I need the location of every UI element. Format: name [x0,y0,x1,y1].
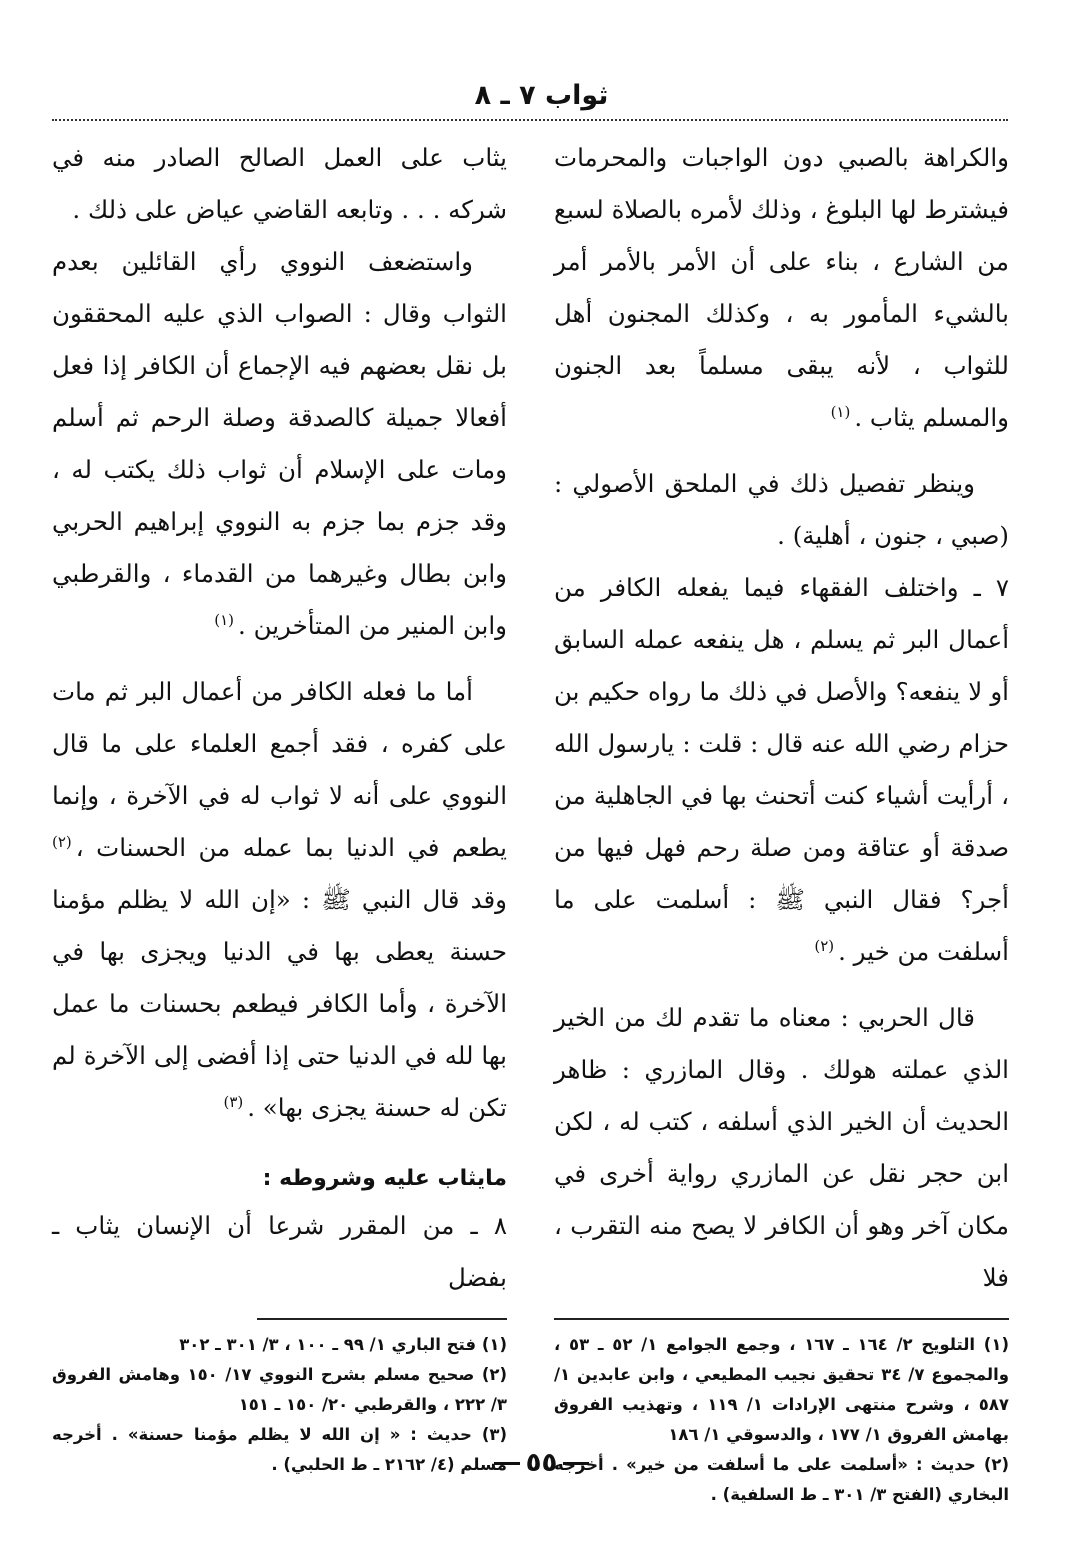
left-paragraph-2-text: واستضعف النووي رأي القائلين بعدم الثواب وقال : الصواب الذي عليه المحققون بل نقل بعضهم فيه الإجماع أن الكافر إذا فعل أفعالا جميلة كالصدقة وصلة الرحم ثم أسلم ومات على الإسلام أن ثواب ذلك يكتب له ، وقد جزم بما جزم به النووي إبراهيم الحربي وابن بطال وغيرهما من القدماء ، والقرطبي وابن المنير من المتأخرين . [52,247,507,640]
page-number-dash-left [494,1462,520,1465]
footnote-ref-1: (١) [214,610,234,629]
left-paragraph-1: يثاب على العمل الصالح الصادر منه في شركه . . . وتابعه القاضي عياض على ذلك . [52,143,507,224]
footnote-ref-2: (٢) [814,936,835,955]
right-column [554,132,1009,1510]
right-footnote-1: (١) التلويح ٢/ ١٦٤ ـ ١٦٧ ، وجمع الجوامع ١/ ٥٢ ـ ٥٣ ، والمجموع ٧/ ٣٤ تحقيق نجيب المطيعي ، وابن عابدين ١/ ٥٨٧ ، وشرح منتهى الإرادات ١/ ١١٩ ، وتهذيب الفروق بهامش الفروق ١/ ١٧٧ ، والدسوقي ١/ ١٨٦ [554,1335,1009,1444]
right-paragraph-3-text: ٧ ـ واختلف الفقهاء فيما يفعله الكافر من أعمال البر ثم يسلم ، هل ينفعه عمله السابق أو لا ينفعه؟ والأصل في ذلك ما رواه حكيم بن حزام رضي الله عنه قال : قلت : يارسول الله ، أرأيت أشياء كنت أتحنث بها في الجاهلية من صدقة أو عتاقة ومن صلة رحم فهل فيها من أجر؟ فقال النبي ﷺ : أسلمت على ما أسلفت من خير . [554,573,1009,966]
left-footnote-1: (١) فتح الباري ١/ ٩٩ ـ ١٠٠ ، ٣/ ٣٠١ ـ ٣٠٢ [179,1335,507,1354]
footnote-separator [554,1318,1009,1320]
left-paragraph-3b-text: وقد قال النبي ﷺ : «إن الله لا يظلم مؤمنا حسنة يعطى بها في الدنيا ويجزى بها في الآخرة ، وأما الكافر فيطعم بحسنات ما عمل بها لله في الدنيا حتى إذا أفضى إلى الآخرة لم تكن له حسنة يجزى بها» . [52,885,507,1122]
left-paragraph-3 [52,666,507,1134]
left-paragraph-3a-text: أما ما فعله الكافر من أعمال البر ثم مات على كفره ، فقد أجمع العلماء على ما قال النووي على أنه لا ثواب له في الآخرة ، وإنما يطعم في الدنيا بما عمله من الحسنات ، [52,677,507,862]
right-paragraph-3 [554,562,1009,978]
footnote-ref-2: (٢) [52,832,72,851]
right-paragraph-4: قال الحربي : معناه ما تقدم لك من الخير الذي عملته هولك . وقال المازري : ظاهر الحديث أن الخير الذي أسلفه ، كتب له ، لكن ابن حجر نقل عن المازري رواية أخرى في مكان آخر وهو أن الكافر لا يصح منه التقرب ، فلا [554,1003,1009,1292]
left-column [52,132,507,1480]
right-footnote-2: (٢) حديث : «أسلمت على ما أسلفت من خير» . أخرجه البخاري (الفتح ٣/ ٣٠١ ـ ط السلفية) . [554,1455,1009,1504]
page-number-dash-right [563,1462,589,1465]
left-footnote-3: (٣) حديث : « إن الله لا يظلم مؤمنا حسنة» . أخرجه مسلم (٤/ ٢١٦٢ ـ ط الحلبي) . [52,1425,507,1474]
right-paragraph-1 [554,132,1009,444]
right-paragraph-1-text: والكراهة بالصبي دون الواجبات والمحرمات فيشترط لها البلوغ ، وذلك لأمره بالصلاة لسبع من الشارع ، بناء على أن الأمر بالأمر أمر بالشيء المأمور به ، وكذلك المجنون أهل للثواب ، لأنه يبقى مسلماً بعد الجنون والمسلم يثاب . [554,143,1009,432]
left-footnote-2: (٢) صحيح مسلم بشرح النووي ١٧/ ١٥٠ وهامش الفروق ٣/ ٢٢٢ ، والقرطبي ٢٠/ ١٥٠ ـ ١٥١ [52,1365,507,1414]
running-header-title: ثواب ٧ ـ ٨ [474,80,609,111]
page-number [0,1448,1083,1478]
footnote-separator [257,1318,507,1320]
section-heading: مايثاب عليه وشروطه : [262,1166,507,1191]
header-dotted-rule [52,119,1008,121]
footnote-ref-3: (٣) [223,1092,244,1111]
footnote-ref-1: (١) [830,402,851,421]
page-number-text: ٥٥ [525,1448,558,1478]
right-paragraph-2: وينظر تفصيل ذلك في الملحق الأصولي : (صبي ، جنون ، أهلية) . [554,469,1009,550]
left-paragraph-4: ٨ ـ من المقرر شرعا أن الإنسان يثاب ـ بفضل [52,1211,507,1292]
left-paragraph-2 [52,236,507,652]
